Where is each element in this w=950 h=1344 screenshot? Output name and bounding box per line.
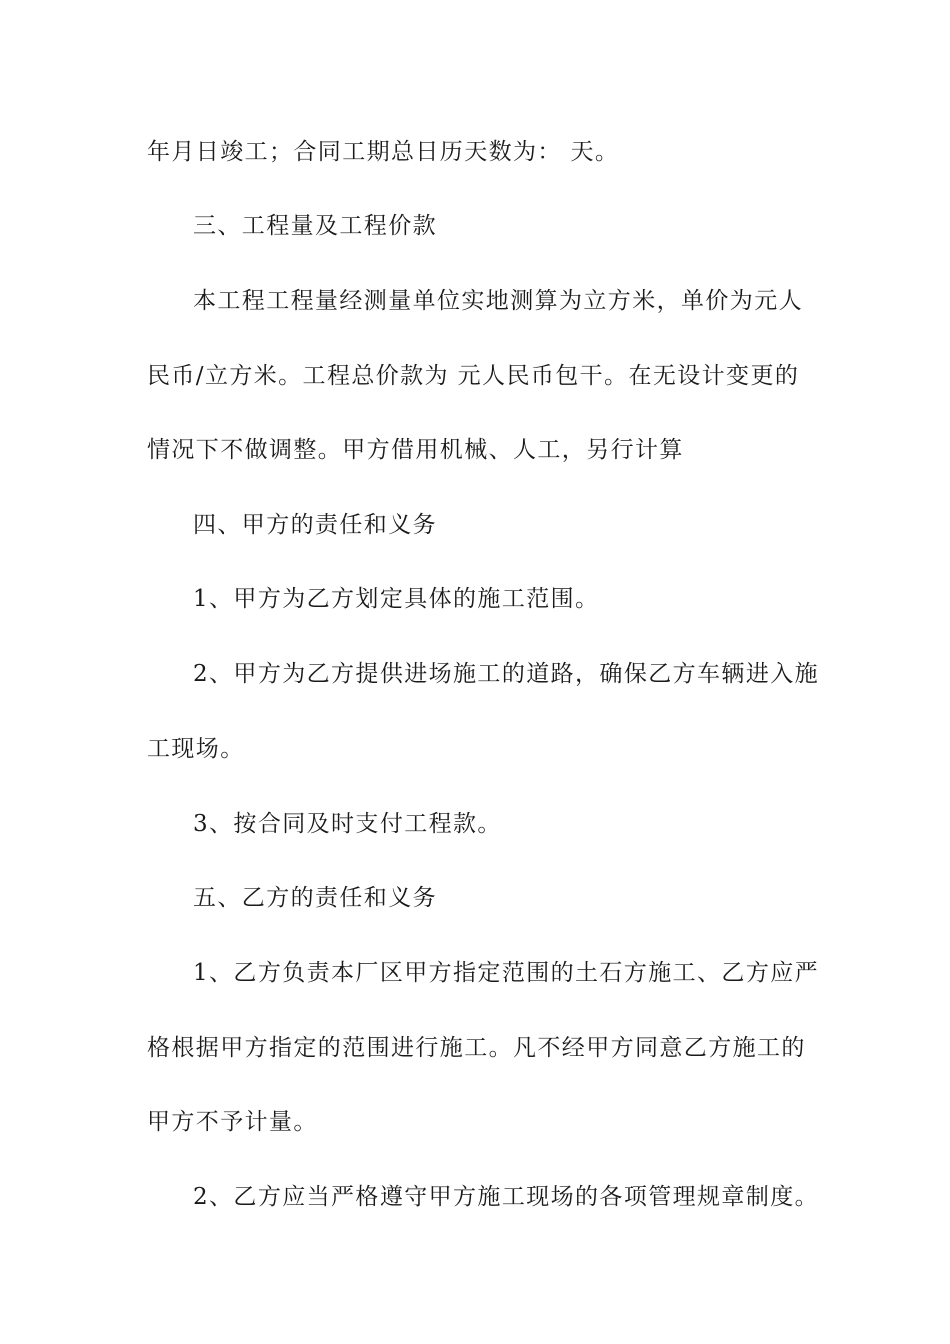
text-line: 1、乙方负责本厂区甲方指定范围的土石方施工、乙方应严 bbox=[193, 960, 820, 986]
text-line: 甲方不予计量。 bbox=[147, 1109, 318, 1135]
text-line: 工现场。 bbox=[147, 736, 245, 762]
text-line: 年月日竣工；合同工期总日历天数为： 天。 bbox=[147, 139, 620, 165]
text-line: 3、按合同及时支付工程款。 bbox=[193, 811, 502, 837]
text-line: 1、甲方为乙方划定具体的施工范围。 bbox=[193, 586, 600, 612]
text-line: 民币/立方米。工程总价款为 元人民币包干。在无设计变更的 bbox=[147, 363, 800, 389]
section-heading: 三、工程量及工程价款 bbox=[193, 213, 437, 239]
text-line: 2、乙方应当严格遵守甲方施工现场的各项管理规章制度。 bbox=[193, 1184, 820, 1210]
text-line: 情况下不做调整。甲方借用机械、人工，另行计算 bbox=[147, 437, 684, 463]
text-line: 格根据甲方指定的范围进行施工。凡不经甲方同意乙方施工的 bbox=[147, 1035, 806, 1061]
section-heading: 四、甲方的责任和义务 bbox=[193, 512, 437, 538]
text-line: 2、甲方为乙方提供进场施工的道路，确保乙方车辆进入施 bbox=[193, 661, 820, 687]
text-line: 本工程工程量经测量单位实地测算为立方米，单价为元人 bbox=[193, 288, 803, 314]
section-heading: 五、乙方的责任和义务 bbox=[193, 885, 437, 911]
